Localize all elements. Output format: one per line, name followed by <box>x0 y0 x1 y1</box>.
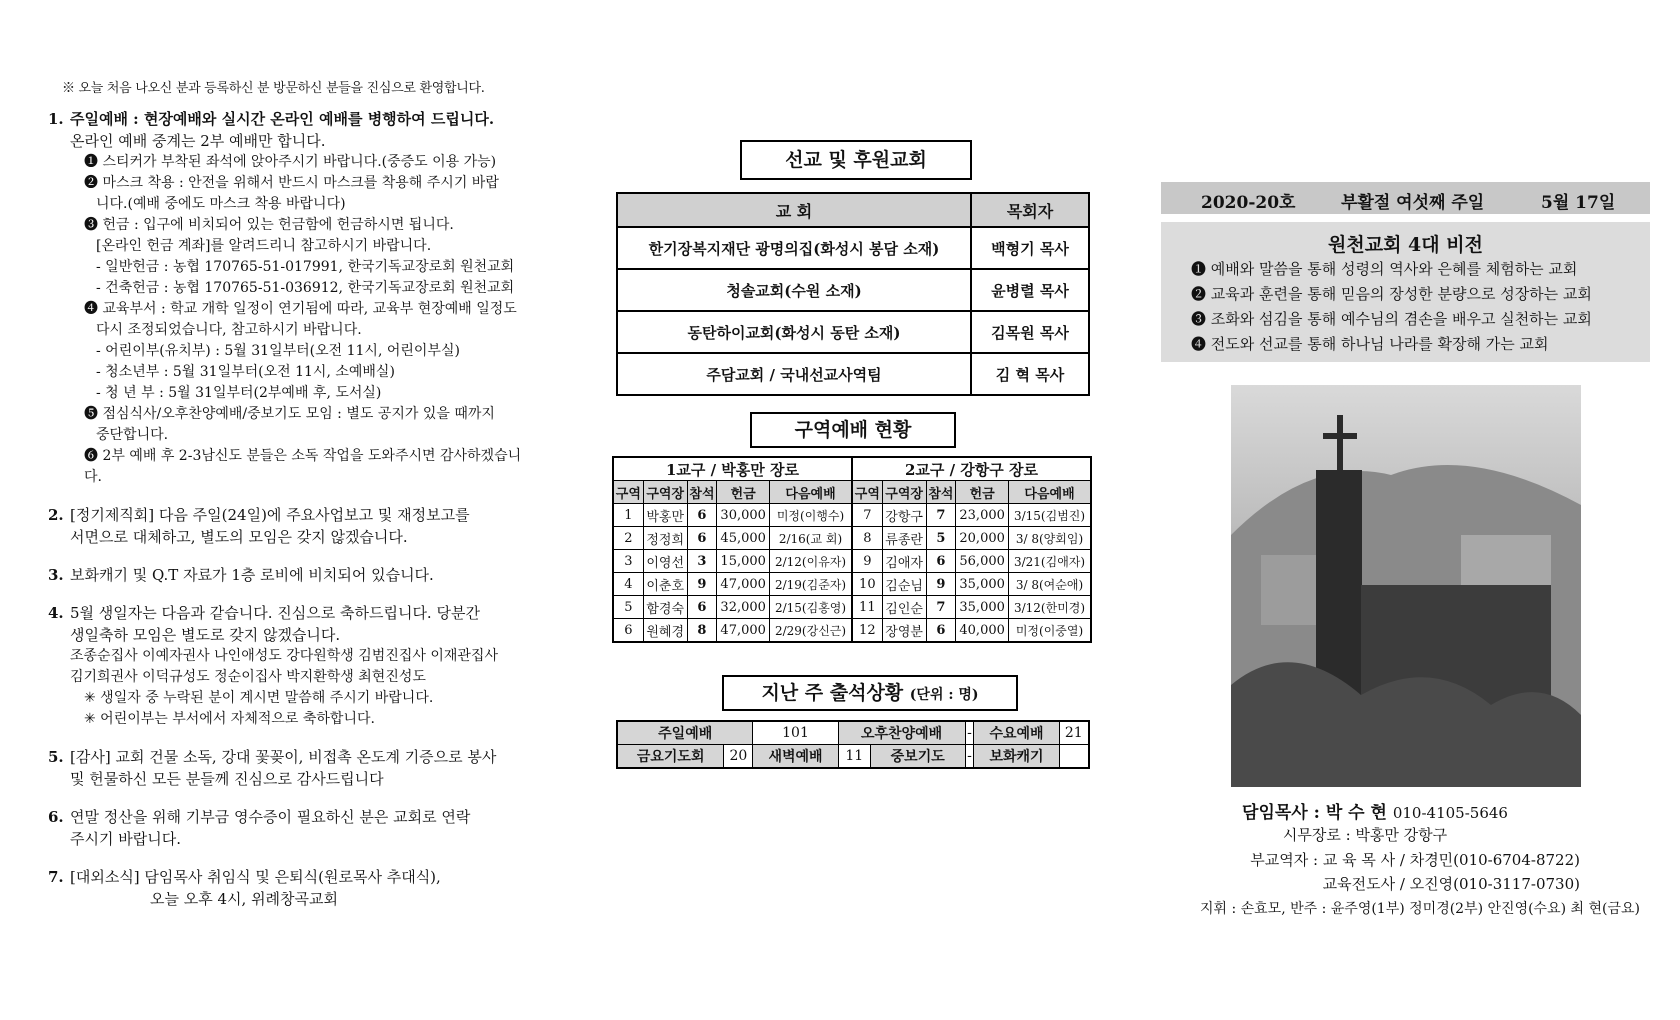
table-cell: 6 <box>687 596 717 619</box>
announcement-3 <box>48 564 536 586</box>
table-cell: 한기장복지재단 광명의집(화성시 봉담 소재) <box>617 227 971 269</box>
district-table <box>612 456 1092 643</box>
table-cell: 중보기도 <box>870 745 965 769</box>
associate-pastor: 부교역자 : 교 육 목 사 / 차경민(010-6704-8722) <box>1250 851 1580 869</box>
table-cell: 4 <box>613 573 643 596</box>
announcement-number: 7. <box>48 868 64 886</box>
table-cell: 35,000 <box>956 596 1009 619</box>
announcement-line: 보화캐기 및 Q.T 자료가 1층 로비에 비치되어 있습니다. <box>70 566 434 584</box>
sub-item: [온라인 헌금 계좌]를 알려드리니 참고하시기 바랍니다. <box>96 238 432 254</box>
vision-title: 원천교회 4대 비전 <box>1328 234 1483 256</box>
liturgical-sunday: 부활절 여섯째 주일 <box>1341 193 1485 213</box>
sub-item: 다시 조정되었습니다, 참고하시기 바랍니다. <box>96 322 362 338</box>
sub-item: ❹ 교육부서 : 학교 개학 일정이 연기됨에 따라, 교육부 현장예배 일정도 <box>84 301 517 317</box>
table-cell: 김 혁 목사 <box>971 353 1089 395</box>
table-cell: - <box>965 721 974 745</box>
table-cell: 8 <box>687 619 717 643</box>
announcement-line: 서면으로 대체하고, 별도의 모임은 갖지 않겠습니다. <box>70 528 408 546</box>
table-cell: 21 <box>1059 721 1089 745</box>
column-header: 다음예배 <box>770 481 852 504</box>
table-cell: 류종란 <box>882 527 926 550</box>
attendance-unit: (단위 : 명) <box>909 687 979 703</box>
vision-item: ❶ 예배와 말씀을 통해 성령의 역사와 은혜를 체험하는 교회 <box>1191 260 1578 278</box>
column-header: 구역장 <box>643 481 687 504</box>
table-cell: 35,000 <box>956 573 1009 596</box>
table-cell: 2/16(교 회) <box>770 527 852 550</box>
table-cell: 20 <box>724 745 753 769</box>
announcement-line: 5월 생일자는 다음과 같습니다. 진심으로 축하드립니다. 당분간 <box>70 604 480 622</box>
table-cell: 미정(이중열) <box>1009 619 1091 643</box>
vision-item: ❸ 조화와 섬김을 통해 예수님의 겸손을 배우고 실천하는 교회 <box>1191 310 1592 328</box>
announcement-6 <box>48 806 536 850</box>
column-header: 목회자 <box>971 193 1089 227</box>
table-cell: 함경숙 <box>643 596 687 619</box>
table-cell: 1 <box>613 504 643 527</box>
announcement-number: 1. <box>48 110 64 128</box>
table-cell: 정정희 <box>643 527 687 550</box>
birthday-names: 조종순집사 이예자권사 나인애성도 강다원학생 김범진집사 이재관집사 <box>70 648 498 664</box>
table-row <box>617 745 1089 769</box>
announcement-number: 3. <box>48 566 64 584</box>
table-cell: 5 <box>926 527 956 550</box>
table-cell: 11 <box>838 745 870 769</box>
sub-item: ❸ 헌금 : 입구에 비치되어 있는 헌금함에 헌금하시면 됩니다. <box>84 217 454 233</box>
issue-number: 2020-20호 <box>1201 193 1296 213</box>
announcement-line: 온라인 예배 중계는 2부 예배만 합니다. <box>70 132 326 150</box>
table-row <box>613 504 1091 527</box>
announcement-number: 6. <box>48 808 64 826</box>
table-cell: 7 <box>926 596 956 619</box>
column-header: 구역 <box>613 481 643 504</box>
table-cell: 강항구 <box>882 504 926 527</box>
announcement-line: 연말 정산을 위해 기부금 영수증이 필요하신 분은 교회로 연락 <box>70 808 471 826</box>
column-header: 구역장 <box>882 481 926 504</box>
table-cell: 6 <box>687 527 717 550</box>
table-cell: 7 <box>926 504 956 527</box>
vision-item: ❷ 교육과 훈련을 통해 믿음의 장성한 분량으로 성장하는 교회 <box>1191 285 1592 303</box>
table-cell: 이영선 <box>643 550 687 573</box>
table-row <box>617 227 1089 269</box>
table-cell: 45,000 <box>717 527 770 550</box>
welcome-note: ※ 오늘 처음 나오신 분과 등록하신 분 방문하신 분들을 진심으로 환영합니다. <box>62 81 485 96</box>
table-cell: 6 <box>613 619 643 643</box>
column-header: 다음예배 <box>1009 481 1091 504</box>
table-cell: 6 <box>926 550 956 573</box>
table-cell: 장영분 <box>882 619 926 643</box>
pastor-phone: 010-4105-5646 <box>1392 804 1508 822</box>
announcements-column <box>48 78 536 914</box>
announcement-line: [정기제직회] 다음 주일(24일)에 주요사업보고 및 재정보고를 <box>70 506 470 524</box>
table-cell: 32,000 <box>717 596 770 619</box>
attendance-title-text: 지난 주 출석상황 <box>761 682 904 704</box>
group-header: 1교구 / 박홍만 장로 <box>613 457 852 481</box>
table-cell: 김애자 <box>882 550 926 573</box>
announcement-5 <box>48 746 536 790</box>
table-cell: 박홍만 <box>643 504 687 527</box>
sub-item: ❻ 2부 예배 후 2-3남신도 분들은 소독 작업을 도와주시면 감사하겠습니다. <box>84 448 522 485</box>
table-cell: 10 <box>852 573 882 596</box>
sub-item: ❺ 점심식사/오후찬양예배/중보기도 모임 : 별도 공지가 있을 때까지 <box>84 406 495 422</box>
announcement-line: [대외소식] 담임목사 취임식 및 은퇴식(원로목사 추대식), <box>70 868 441 886</box>
table-cell: 보화캐기 <box>974 745 1059 769</box>
table-row <box>617 353 1089 395</box>
sub-item: - 청소년부 : 5월 31일부터(오전 11시, 소예배실) <box>96 364 395 380</box>
announcement-line: [감사] 교회 건물 소독, 강대 꽃꽂이, 비접촉 온도계 기증으로 봉사 <box>70 748 497 766</box>
announcement-number: 4. <box>48 604 64 622</box>
table-cell <box>1059 745 1089 769</box>
sub-item: - 어린이부(유치부) : 5월 31일부터(오전 11시, 어린이부실) <box>96 343 460 359</box>
column-header: 참석 <box>687 481 717 504</box>
table-cell: 2/12(이유자) <box>770 550 852 573</box>
table-cell: 2/15(김홍영) <box>770 596 852 619</box>
table-cell: 3/15(김범진) <box>1009 504 1091 527</box>
attendance-title <box>722 675 1018 711</box>
table-row <box>613 550 1091 573</box>
table-cell: 윤병렬 목사 <box>971 269 1089 311</box>
table-cell: 20,000 <box>956 527 1009 550</box>
table-cell: 8 <box>852 527 882 550</box>
sub-item: - 건축헌금 : 농협 170765-51-036912, 한국기독교장로회 원천교회 <box>96 280 515 296</box>
education-evangelist: 교육전도사 / 오진영(010-3117-0730) <box>1322 875 1580 893</box>
birthday-note: ✳ 생일자 중 누락된 분이 계시면 말씀해 주시기 바랍니다. <box>84 690 434 706</box>
table-row <box>613 619 1091 643</box>
table-row <box>613 596 1091 619</box>
sub-item: ❶ 스티커가 부착된 좌석에 앉아주시기 바랍니다.(중증도 이용 가능) <box>84 154 497 170</box>
table-cell: 9 <box>687 573 717 596</box>
table-cell: 11 <box>852 596 882 619</box>
announcement-line: 주시기 바랍니다. <box>70 830 181 848</box>
announcement-line: 및 헌물하신 모든 분들께 진심으로 감사드립니다 <box>70 770 384 788</box>
table-row <box>617 269 1089 311</box>
table-cell: 12 <box>852 619 882 643</box>
sub-item: 중단합니다. <box>96 427 169 443</box>
staff-credits <box>1160 798 1590 823</box>
table-cell: 3 <box>687 550 717 573</box>
column-header: 교 회 <box>617 193 971 227</box>
table-cell: 3/ 8(양회임) <box>1009 527 1091 550</box>
table-row <box>617 311 1089 353</box>
table-cell: 9 <box>852 550 882 573</box>
table-cell: 56,000 <box>956 550 1009 573</box>
table-cell: 주담교회 / 국내선교사역팀 <box>617 353 971 395</box>
table-cell: 백형기 목사 <box>971 227 1089 269</box>
district-title: 구역예배 현황 <box>750 412 956 448</box>
announcement-2 <box>48 504 536 548</box>
attendance-table <box>616 720 1090 769</box>
announcement-line: 오늘 오후 4시, 위례창곡교회 <box>150 890 339 908</box>
announcement-number: 5. <box>48 748 64 766</box>
table-row <box>613 573 1091 596</box>
column-header: 참석 <box>926 481 956 504</box>
announcement-4 <box>48 602 536 730</box>
table-row <box>617 721 1089 745</box>
column-header: 구역 <box>852 481 882 504</box>
table-cell: 3/ 8(여순애) <box>1009 573 1091 596</box>
table-cell: 47,000 <box>717 619 770 643</box>
table-cell: 이춘호 <box>643 573 687 596</box>
table-cell: 40,000 <box>956 619 1009 643</box>
announcement-line: 주일예배 : 현장예배와 실시간 온라인 예배를 병행하여 드립니다. <box>70 110 495 128</box>
table-cell: 주일예배 <box>617 721 753 745</box>
table-cell: 새벽예배 <box>753 745 838 769</box>
table-cell: 원혜경 <box>643 619 687 643</box>
table-cell: 3/12(한미경) <box>1009 596 1091 619</box>
table-cell: 6 <box>926 619 956 643</box>
announcement-line: 생일축하 모임은 별도로 갖지 않겠습니다. <box>70 626 341 644</box>
table-cell: 동탄하이교회(화성시 동탄 소재) <box>617 311 971 353</box>
music-staff: 지휘 : 손효모, 반주 : 윤주영(1부) 정미경(2부) 안진영(수요) 최 현(금요) <box>1199 901 1640 917</box>
table-row <box>613 527 1091 550</box>
sub-item: ❷ 마스크 착용 : 안전을 위해서 반드시 마스크를 착용해 주시기 바랍 <box>84 175 499 191</box>
mission-title: 선교 및 후원교회 <box>740 140 972 180</box>
table-cell: 김순님 <box>882 573 926 596</box>
table-cell: 9 <box>926 573 956 596</box>
elders: 시무장로 : 박홍만 강항구 <box>1282 826 1448 844</box>
vision-box <box>1161 222 1650 362</box>
table-cell: 청솔교회(수원 소재) <box>617 269 971 311</box>
table-cell: 2/29(강신근) <box>770 619 852 643</box>
sub-item: - 일반헌금 : 농협 170765-51-017991, 한국기독교장로회 원천교회 <box>96 259 515 275</box>
announcement-7 <box>48 866 536 910</box>
table-cell: 2 <box>613 527 643 550</box>
table-cell: 23,000 <box>956 504 1009 527</box>
table-cell: 금요기도회 <box>617 745 724 769</box>
senior-pastor: 담임목사 : 박 수 현 <box>1242 803 1387 823</box>
table-cell: 김목원 목사 <box>971 311 1089 353</box>
bulletin-date: 5월 17일 <box>1541 193 1616 213</box>
table-cell: 101 <box>753 721 838 745</box>
table-cell: 6 <box>687 504 717 527</box>
table-cell: 5 <box>613 596 643 619</box>
vision-item: ❹ 전도와 선교를 통해 하나님 나라를 확장해 가는 교회 <box>1191 335 1549 353</box>
birthday-note: ✳ 어린이부는 부서에서 자체적으로 축하합니다. <box>84 711 375 727</box>
sub-item: 니다.(예배 중에도 마스크 착용 바랍니다) <box>96 196 346 212</box>
church-photo <box>1231 385 1581 787</box>
table-cell: 수요예배 <box>974 721 1059 745</box>
bulletin-header <box>1161 182 1650 214</box>
table-cell: 30,000 <box>717 504 770 527</box>
announcement-number: 2. <box>48 506 64 524</box>
table-cell: - <box>965 745 974 769</box>
table-cell: 오후찬양예배 <box>838 721 965 745</box>
table-cell: 2/19(김준자) <box>770 573 852 596</box>
column-header: 헌금 <box>717 481 770 504</box>
table-cell: 47,000 <box>717 573 770 596</box>
table-cell: 미정(이행수) <box>770 504 852 527</box>
birthday-names: 김기희권사 이덕규성도 정순이집사 박지환학생 최현진성도 <box>70 669 426 685</box>
table-cell: 3/21(김애자) <box>1009 550 1091 573</box>
group-header: 2교구 / 강항구 장로 <box>852 457 1091 481</box>
column-header: 헌금 <box>956 481 1009 504</box>
sub-item: - 청 년 부 : 5월 31일부터(2부예배 후, 도서실) <box>96 385 382 401</box>
mission-table <box>616 192 1090 396</box>
table-cell: 7 <box>852 504 882 527</box>
table-cell: 3 <box>613 550 643 573</box>
table-cell: 15,000 <box>717 550 770 573</box>
table-cell: 김인순 <box>882 596 926 619</box>
announcement-1 <box>48 108 536 488</box>
